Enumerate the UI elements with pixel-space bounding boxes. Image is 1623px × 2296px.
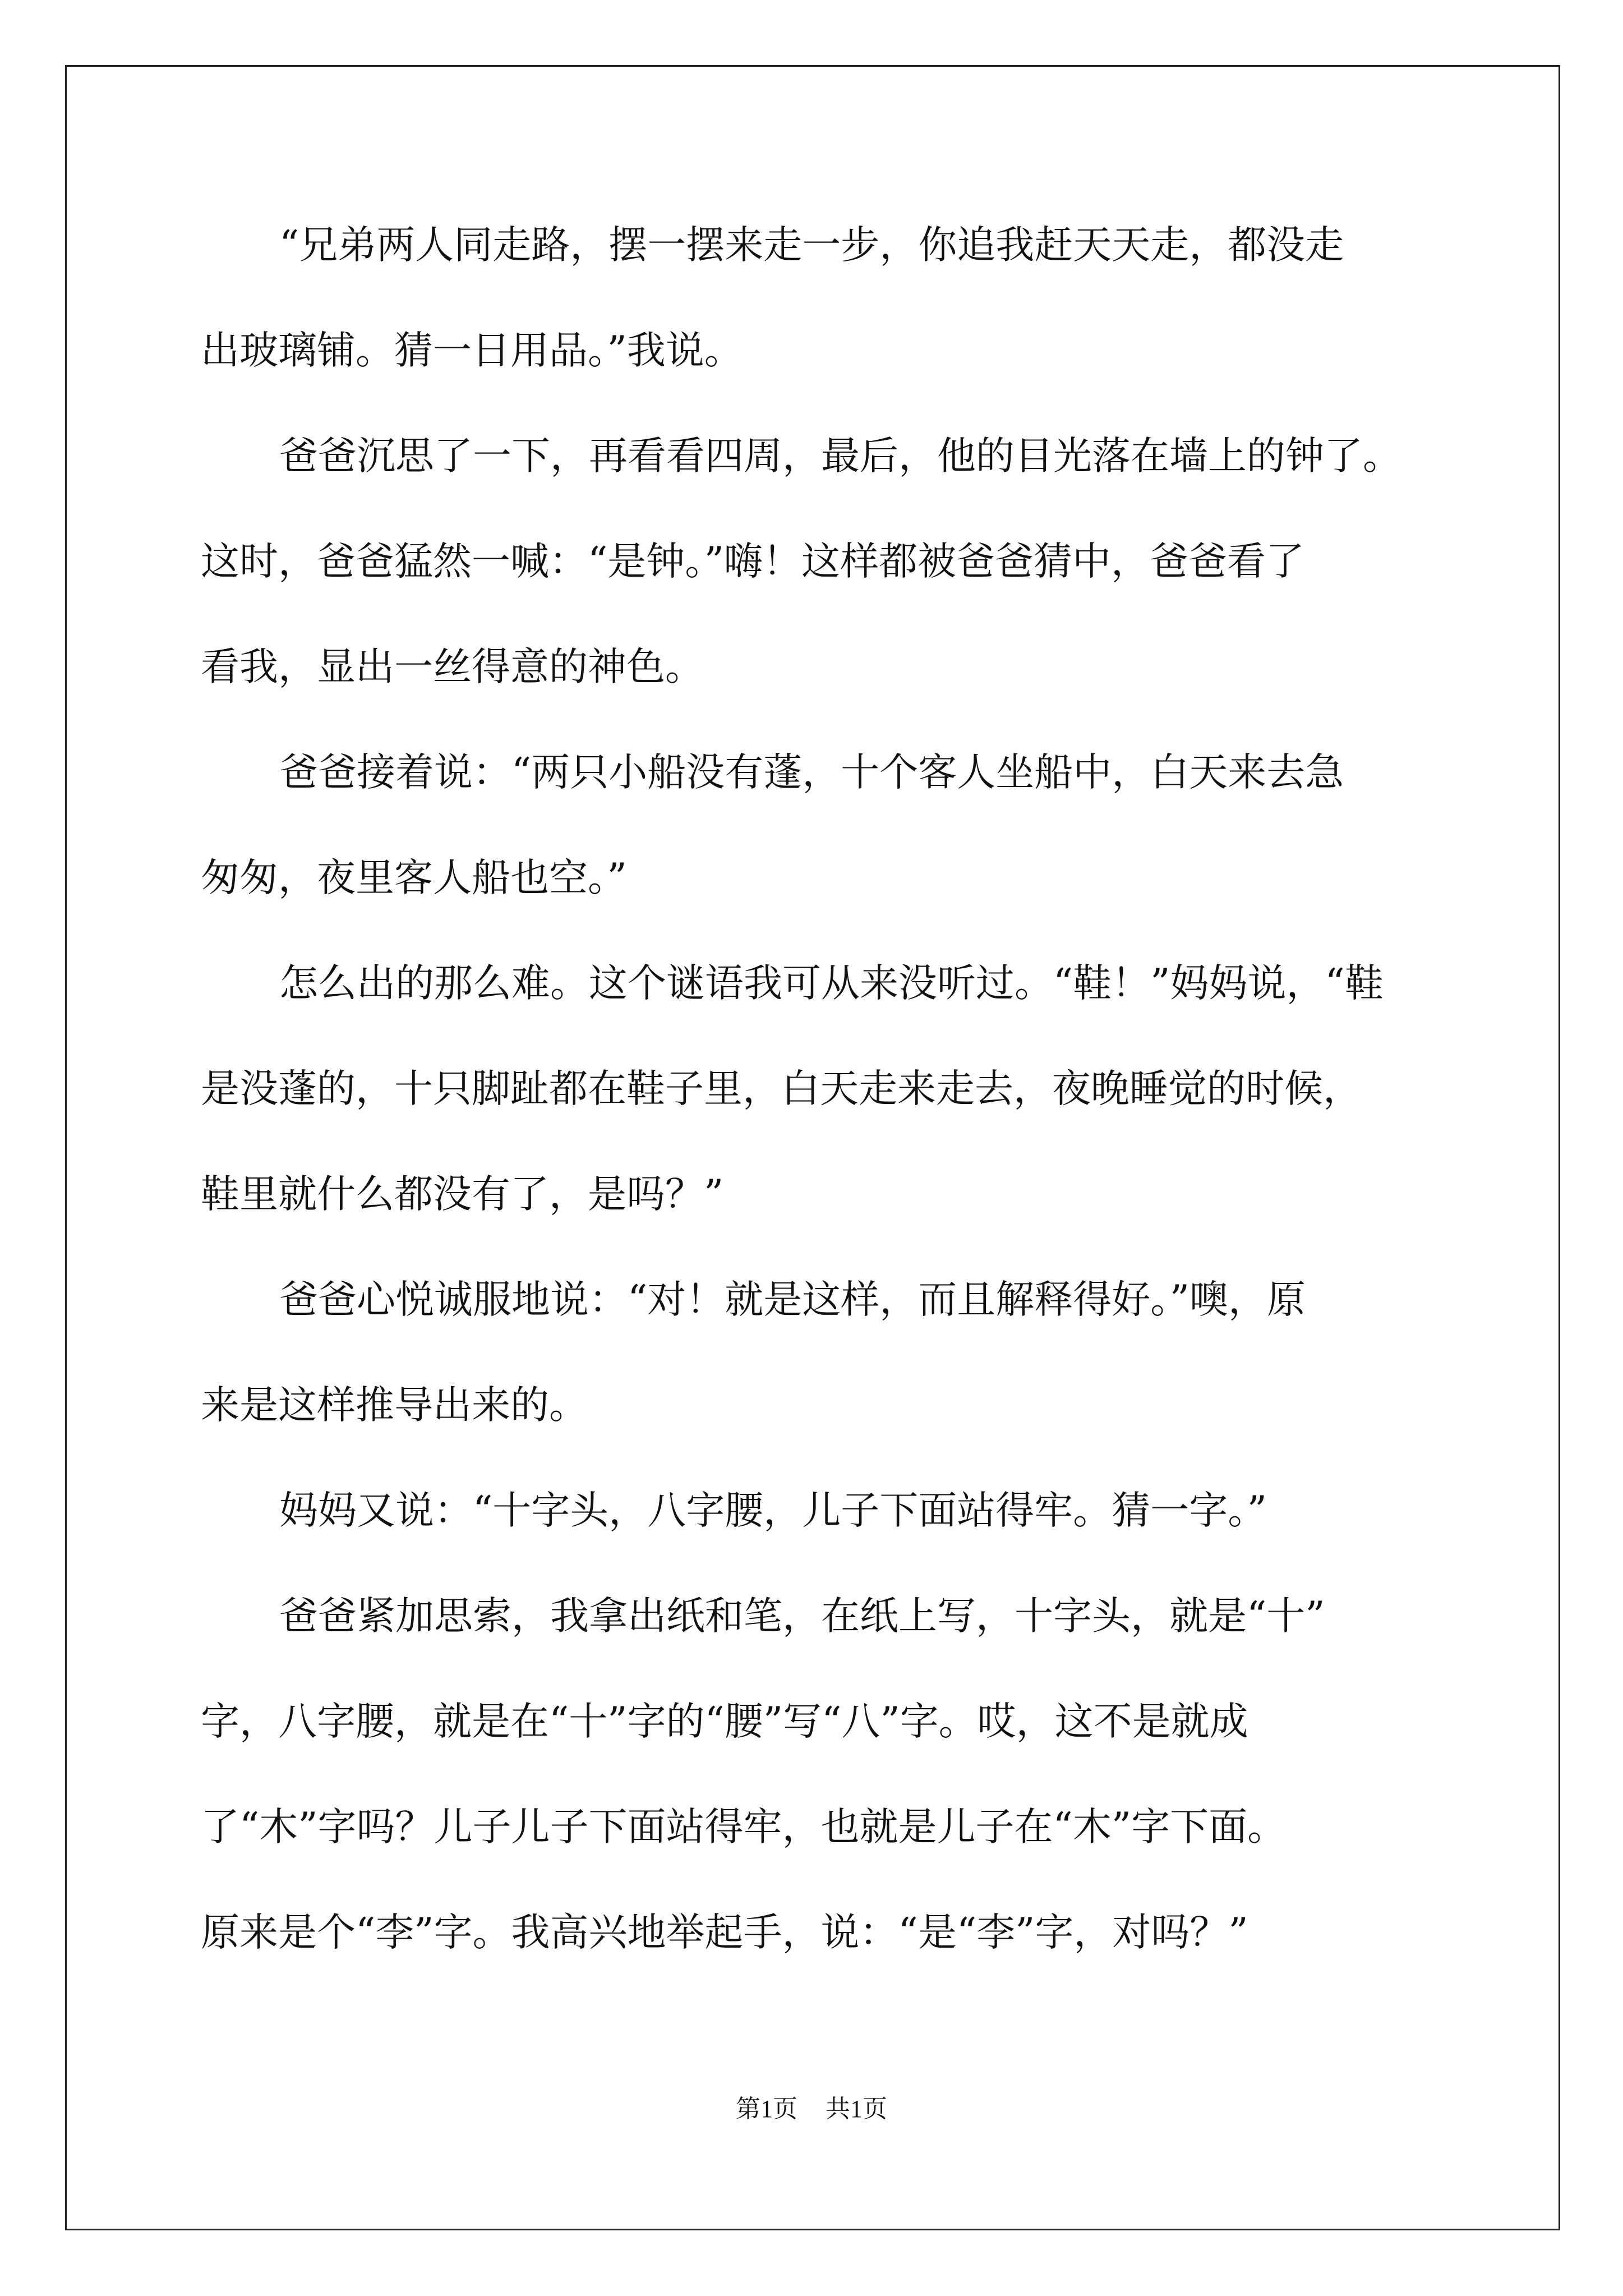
paragraph-line: 爸爸接着说：“两只小船没有蓬，十个客人坐船中，白天来去急 bbox=[279, 750, 1344, 795]
paragraph-line: 原来是个“李”字。我高兴地举起手，说：“是“李”字，对吗？” bbox=[201, 1910, 1248, 1955]
paragraph-line: 字，八字腰，就是在“十”字的“腰”写“八”字。哎，这不是就成 bbox=[201, 1699, 1248, 1744]
paragraph-line: 看我，显出一丝得意的神色。 bbox=[201, 645, 704, 689]
paragraph-line: “兄弟两人同走路，摆一摆来走一步，你追我赶天天走，都没走 bbox=[279, 223, 1344, 268]
document-body bbox=[201, 219, 1435, 2012]
paragraph-line: 爸爸心悦诚服地说：“对！就是这样，而且解释得好。”噢，原 bbox=[279, 1277, 1306, 1322]
paragraph-line: 这时，爸爸猛然一喊：“是钟。”嗨！这样都被爸爸猜中，爸爸看了 bbox=[201, 539, 1305, 584]
paragraph-line: 鞋里就什么都没有了，是吗？” bbox=[201, 1172, 724, 1217]
paragraph-line: 是没蓬的，十只脚趾都在鞋子里，白天走来走去，夜晚睡觉的时候， bbox=[201, 1066, 1362, 1111]
paragraph-line: 了“木”字吗？儿子儿子下面站得牢，也就是儿子在“木”字下面。 bbox=[201, 1805, 1287, 1849]
paragraph-line: 来是这样推导出来的。 bbox=[201, 1383, 588, 1428]
paragraph-line: 爸爸沉思了一下，再看看四周，最后，他的目光落在墙上的钟了。 bbox=[279, 434, 1401, 478]
paragraph-line: 爸爸紧加思索，我拿出纸和笔，在纸上写，十字头，就是“十” bbox=[279, 1594, 1325, 1639]
paragraph-line: 匆匆，夜里客人船也空。” bbox=[201, 855, 627, 900]
page-number: 第1页 bbox=[736, 2095, 797, 2123]
paragraph-line: 出玻璃铺。猜一日用品。”我说。 bbox=[201, 328, 743, 373]
paragraph-line: 妈妈又说：“十字头，八字腰，儿子下面站得牢。猜一字。” bbox=[279, 1488, 1267, 1533]
page-footer bbox=[0, 2092, 1623, 2126]
paragraph-line: 怎么出的那么难。这个谜语我可从来没听过。“鞋！”妈妈说，“鞋 bbox=[279, 961, 1384, 1006]
page-total: 共1页 bbox=[826, 2095, 887, 2123]
